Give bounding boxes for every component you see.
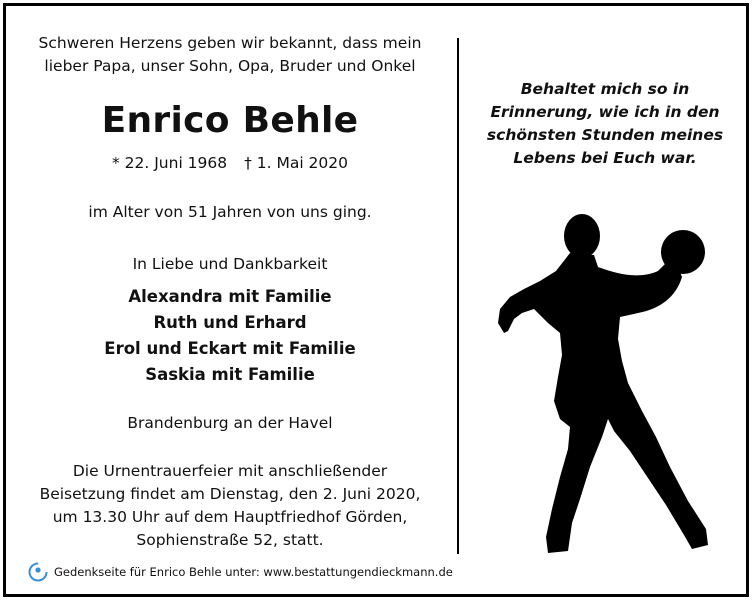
ceremony-line: Sophienstraße 52, statt. (136, 531, 324, 549)
footer (28, 562, 453, 582)
footer-link-text[interactable]: Gedenkseite für Enrico Behle unter: www.bestattungendieckmann.de (54, 565, 453, 579)
life-dates (6, 154, 454, 172)
birth-date: * 22. Juni 1968 (111, 154, 228, 172)
intro-line: lieber Papa, unser Sohn, Opa, Bruder und Onkel (44, 57, 416, 75)
intro-text (6, 32, 454, 78)
intro-line: Schweren Herzens geben wir bekannt, dass mein (38, 34, 422, 52)
ceremony-line: Beisetzung findet am Dienstag, den 2. Juni 2020, (39, 485, 421, 503)
mourner-entry: Ruth und Erhard (153, 313, 307, 332)
quote-line: Lebens bei Euch war. (513, 149, 697, 167)
mourner-entry: Erol und Eckart mit Familie (104, 339, 356, 358)
ceremony-line: um 13.30 Uhr auf dem Hauptfriedhof Görden, (52, 508, 408, 526)
column-divider (457, 38, 459, 554)
handball-player-silhouette-icon (470, 205, 730, 555)
mourners-list (6, 284, 454, 388)
mourner-entry: Saskia mit Familie (145, 365, 315, 384)
memorial-quote (470, 78, 740, 170)
ceremony-line: Die Urnentrauerfeier mit anschließender (72, 462, 388, 480)
death-date: † 1. Mai 2020 (244, 154, 349, 172)
quote-line: Erinnerung, wie ich in den (490, 103, 720, 121)
age-line: im Alter von 51 Jahren von uns ging. (88, 203, 372, 221)
quote-line: schönsten Stunden meines (486, 126, 724, 144)
ceremony-text (6, 460, 454, 552)
body-shape (498, 253, 708, 553)
deceased-name: Enrico Behle (101, 100, 359, 141)
quote-line: Behaltet mich so in (520, 80, 690, 98)
head-shape (564, 214, 600, 258)
thanks-line: In Liebe und Dankbarkeit (132, 255, 328, 273)
mourner-entry: Alexandra mit Familie (128, 287, 332, 306)
place-line: Brandenburg an der Havel (127, 414, 333, 432)
memorial-logo-icon (28, 562, 48, 582)
